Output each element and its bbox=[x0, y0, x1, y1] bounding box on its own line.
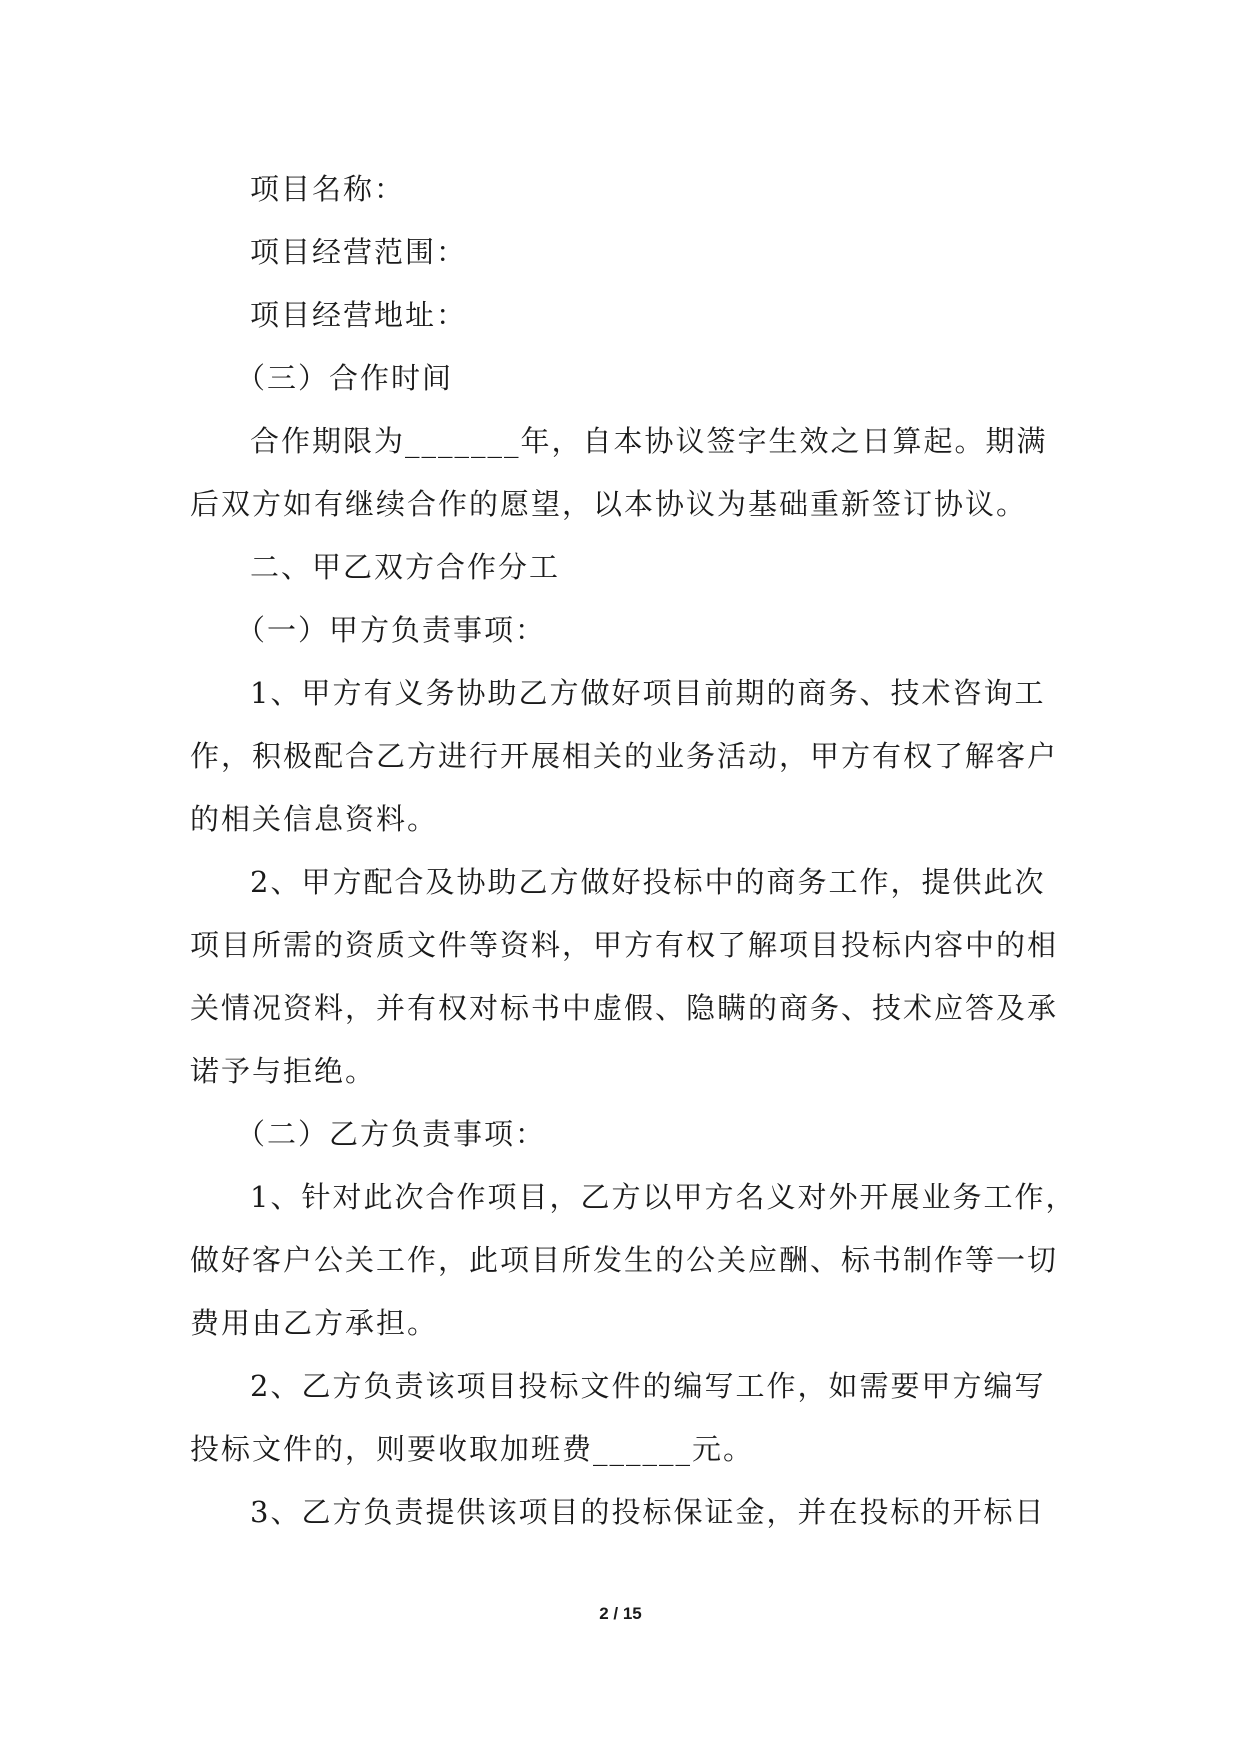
text-line: 的相关信息资料。 bbox=[190, 802, 439, 836]
document-body bbox=[190, 158, 1077, 1544]
text-line: 诺予与拒绝。 bbox=[190, 1054, 377, 1088]
text-line: 3、乙方负责提供该项目的投标保证金，并在投标的开标日 bbox=[250, 1495, 1046, 1529]
text-line: （三）合作时间 bbox=[236, 361, 454, 395]
text-line: 1、甲方有义务协助乙方做好项目前期的商务、技术咨询工 bbox=[250, 676, 1046, 710]
text-line: 合作期限为_______年，自本协议签字生效之日算起。期满 bbox=[250, 424, 1048, 458]
text-line: 2、乙方负责该项目投标文件的编写工作，如需要甲方编写 bbox=[250, 1369, 1046, 1403]
text-line: 投标文件的，则要收取加班费______元。 bbox=[190, 1432, 755, 1466]
text-line: 项目经营范围： bbox=[250, 235, 468, 269]
text-line: （一）甲方负责事项： bbox=[236, 613, 547, 647]
text-line: 二、甲乙双方合作分工 bbox=[250, 550, 561, 584]
text-line: 作，积极配合乙方进行开展相关的业务活动，甲方有权了解客户 bbox=[190, 739, 1059, 773]
text-line: 做好客户公关工作，此项目所发生的公关应酬、标书制作等一切 bbox=[190, 1243, 1059, 1277]
text-line: 1、针对此次合作项目，乙方以甲方名义对外开展业务工作， bbox=[250, 1180, 1077, 1214]
text-line: 项目所需的资质文件等资料，甲方有权了解项目投标内容中的相 bbox=[190, 928, 1059, 962]
text-line: 后双方如有继续合作的愿望，以本协议为基础重新签订协议。 bbox=[190, 487, 1028, 521]
text-line: （二）乙方负责事项： bbox=[236, 1117, 547, 1151]
page-number: 2 / 15 bbox=[599, 1604, 642, 1623]
text-line: 项目名称： bbox=[250, 172, 406, 206]
text-line: 费用由乙方承担。 bbox=[190, 1306, 439, 1340]
text-line: 项目经营地址： bbox=[250, 298, 468, 332]
text-line: 2、甲方配合及协助乙方做好投标中的商务工作，提供此次 bbox=[250, 865, 1046, 899]
text-line: 关情况资料，并有权对标书中虚假、隐瞒的商务、技术应答及承 bbox=[190, 991, 1059, 1025]
